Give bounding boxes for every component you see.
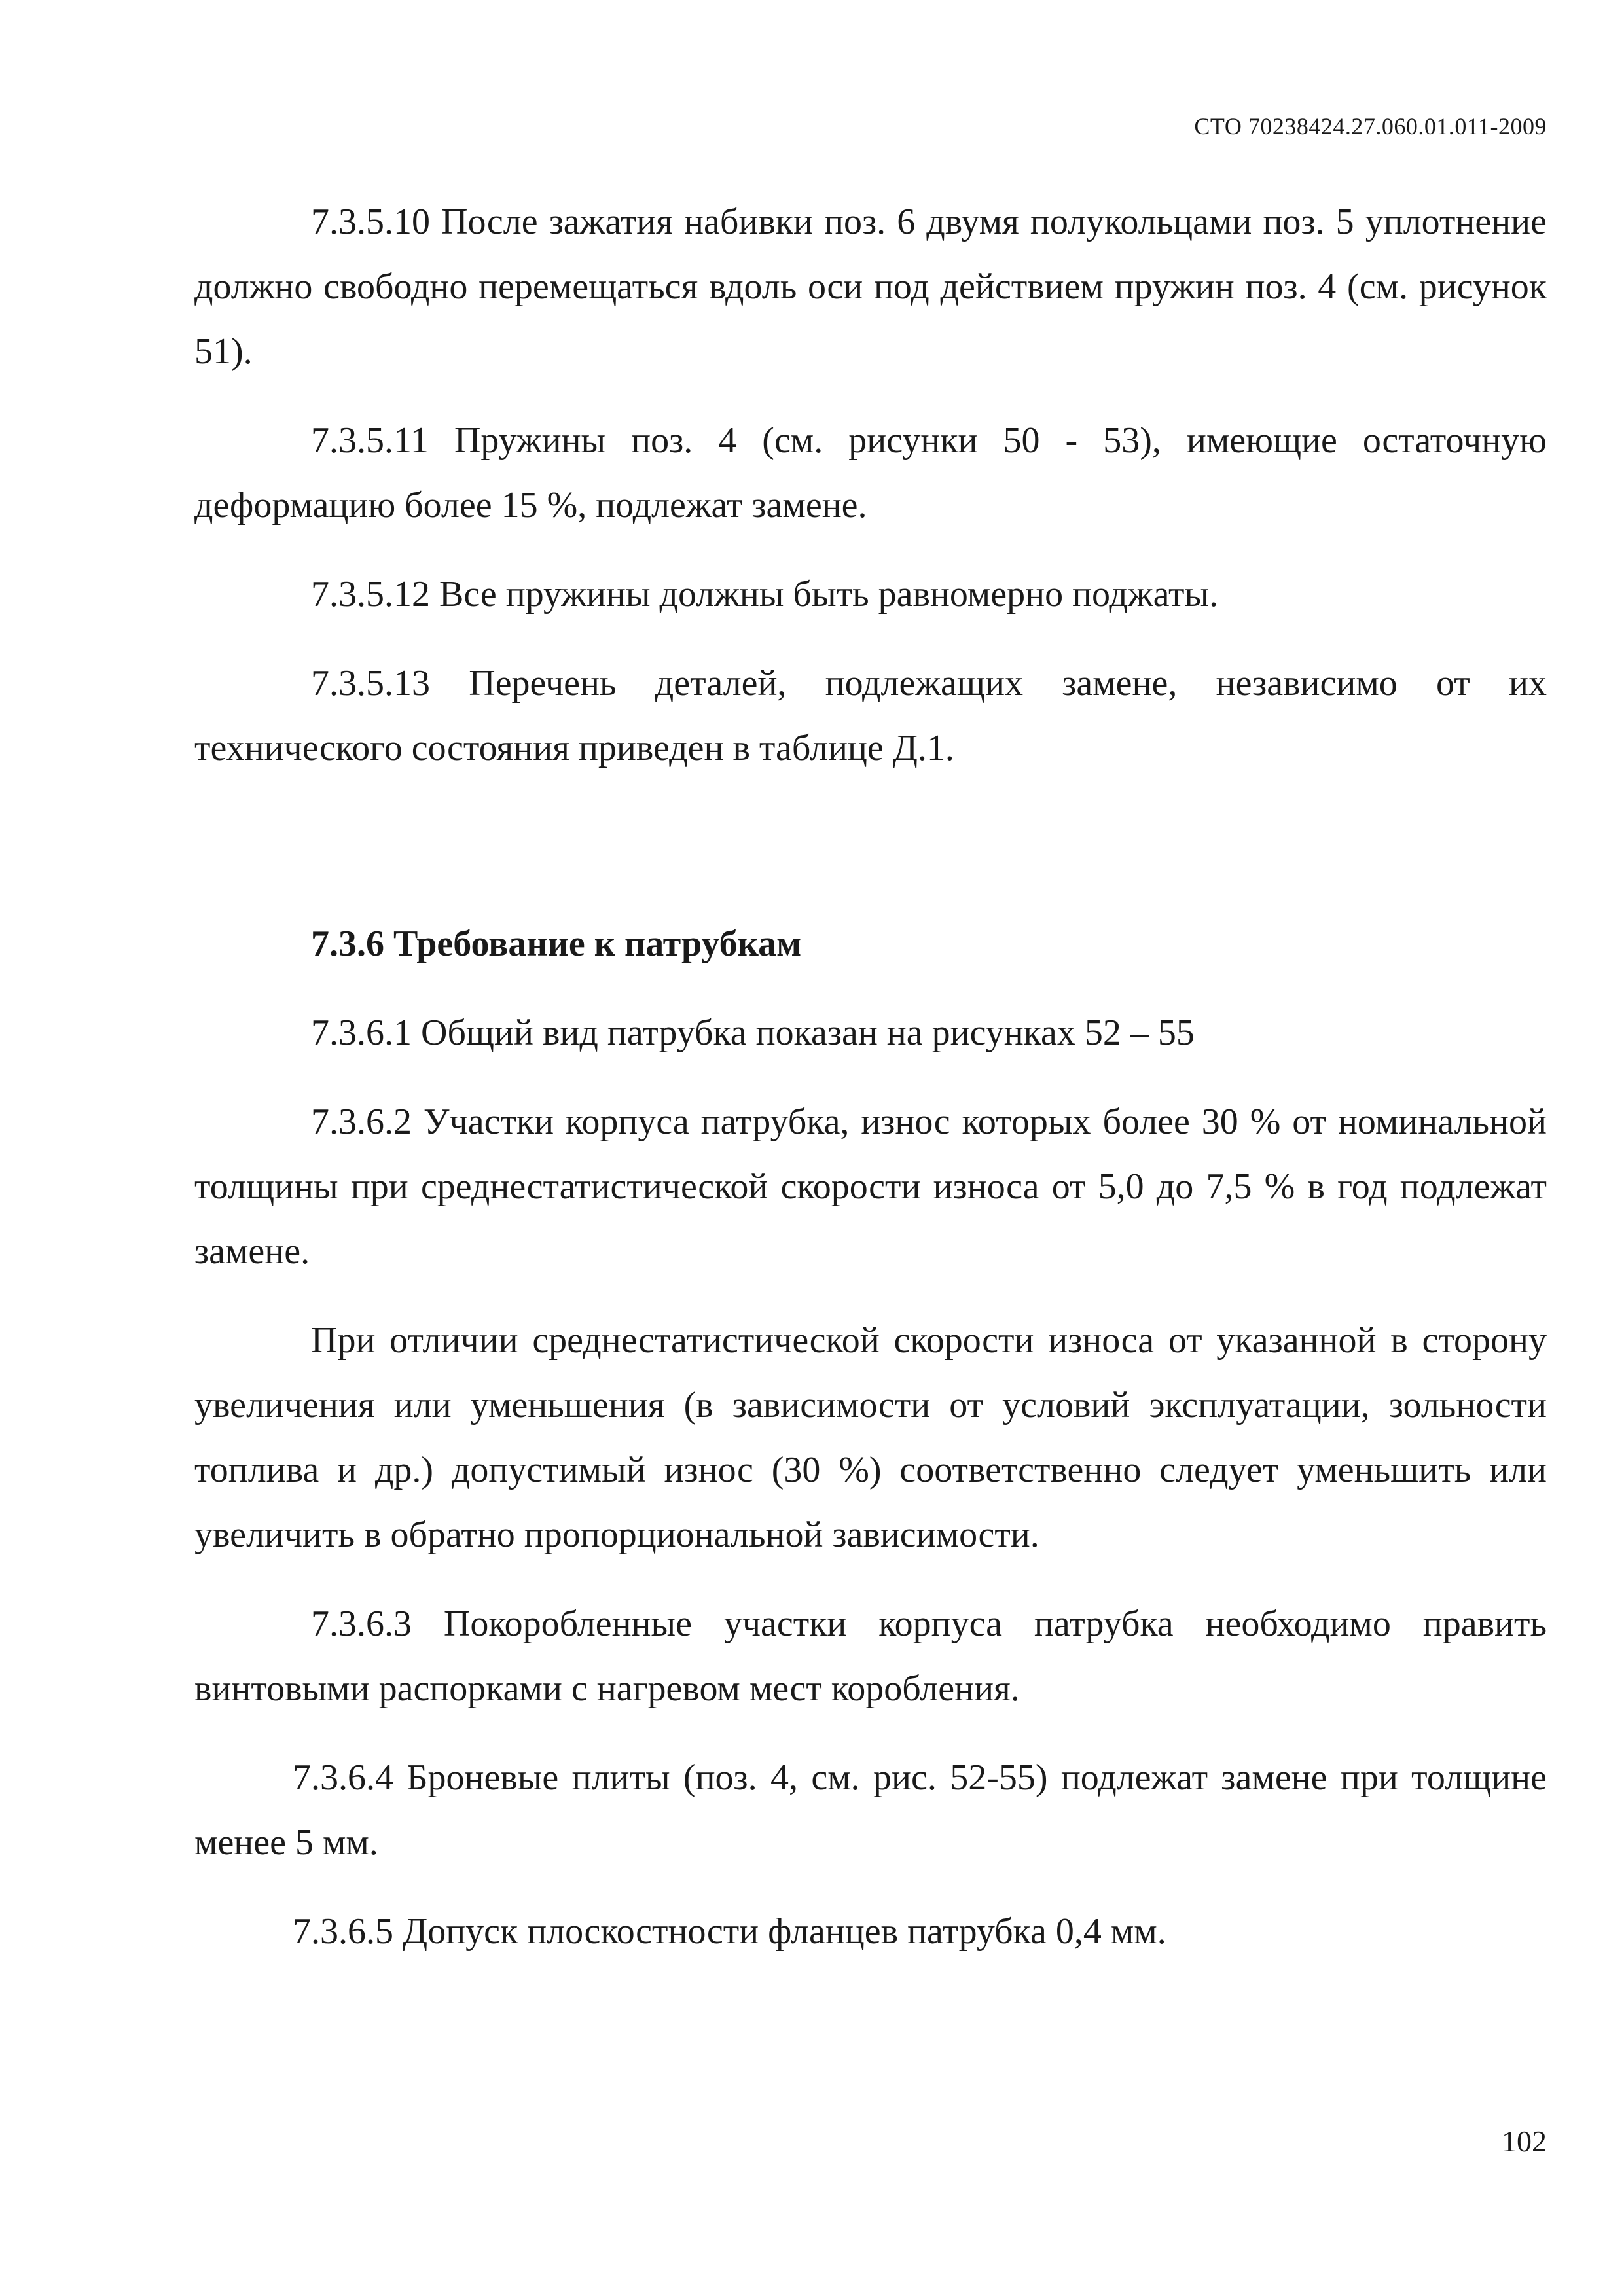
paragraph-7-3-5-12: 7.3.5.12 Все пружины должны быть равномерно поджаты.: [311, 574, 1219, 615]
document-body: [194, 190, 1547, 1988]
paragraph-7-3-5-13: 7.3.5.13 Перечень деталей, подлежащих замене, независимо от их технического состояния приведен в таблице Д.1.: [194, 663, 1547, 768]
page-number: 102: [1502, 2125, 1547, 2158]
section-heading-7-3-6: 7.3.6 Требование к патрубкам: [311, 924, 802, 964]
paragraph-7-3-6-2: 7.3.6.2 Участки корпуса патрубка, износ которых более 30 % от номинальной толщины при среднестатистической скорости износа от 5,0 до 7,5 % в год подлежат замене.: [194, 1102, 1547, 1272]
document-code-header: СТО 70238424.27.060.01.011-2009: [1194, 113, 1547, 139]
paragraph-7-3-5-10: 7.3.5.10 После зажатия набивки поз. 6 двумя полукольцами поз. 5 уплотнение должно свободно перемещаться вдоль оси под действием пружин поз. 4 (см. рисунок 51).: [194, 202, 1547, 372]
paragraph-7-3-6-3: 7.3.6.3 Покоробленные участки корпуса патрубка необходимо править винтовыми распорками с нагревом мест коробления.: [194, 1604, 1547, 1709]
paragraph-7-3-6-1: 7.3.6.1 Общий вид патрубка показан на рисунках 52 – 55: [311, 1013, 1195, 1053]
paragraph-7-3-5-11: 7.3.5.11 Пружины поз. 4 (см. рисунки 50 - 53), имеющие остаточную деформацию более 15 %, подлежат замене.: [194, 420, 1547, 526]
paragraph-deviation-note: При отличии среднестатистической скорости износа от указанной в сторону увеличения или уменьшения (в зависимости от условий эксплуатации, зольности топлива и др.) допустимый износ (30 %) соответственно следует уменьшить или увеличить в обратно пропорциональной зависимости.: [194, 1320, 1547, 1555]
paragraph-7-3-6-5: 7.3.6.5 Допуск плоскостности фланцев патрубка 0,4 мм.: [293, 1911, 1166, 1952]
paragraph-7-3-6-4: 7.3.6.4 Броневые плиты (поз. 4, см. рис. 52-55) подлежат замене при толщине менее 5 мм.: [194, 1757, 1547, 1863]
